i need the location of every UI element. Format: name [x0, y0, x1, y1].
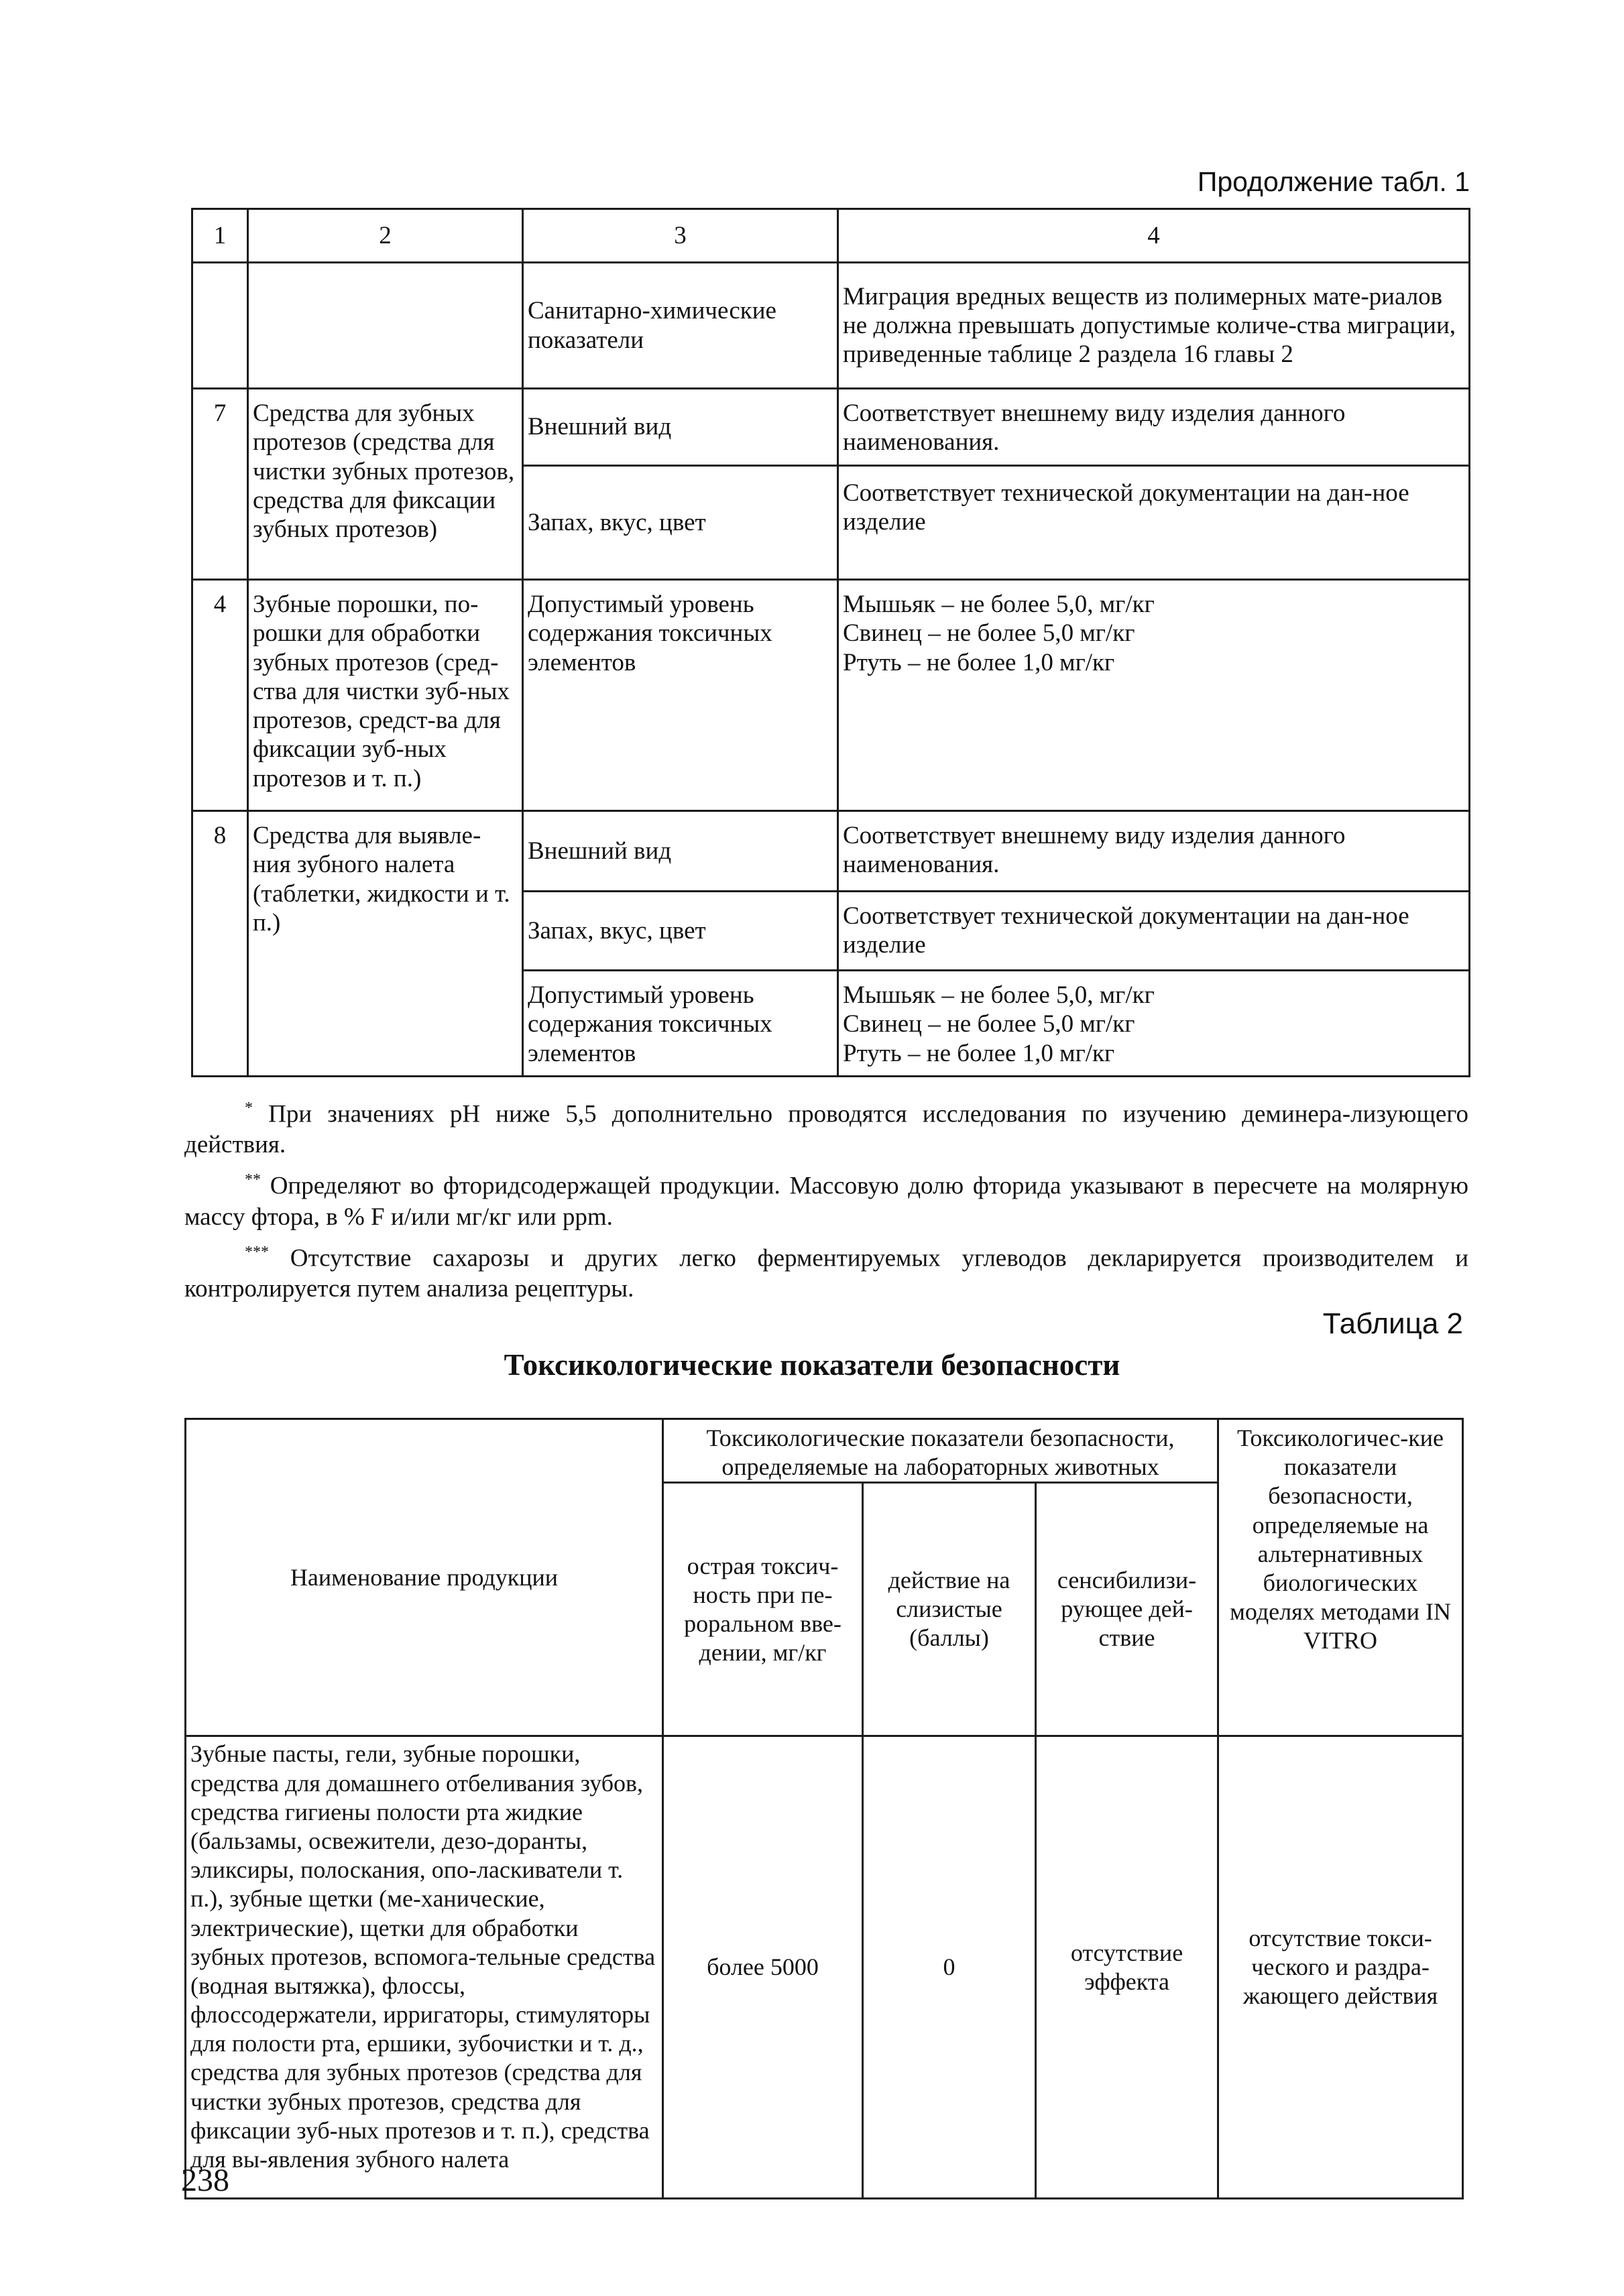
col-header-product: Наименование продукции	[186, 1419, 663, 1736]
requirement-cell	[838, 971, 1470, 1077]
table-2-header-row	[186, 1419, 1463, 1483]
col-header-1: 1	[192, 209, 248, 263]
requirement-cell: Соответствует внешнему виду изделия данного наименования.	[838, 811, 1470, 892]
col-header-acute-toxicity: острая токсич-ность при пе-роральном вве-дении, мг/кг	[663, 1483, 863, 1736]
indicator-cell: Внешний вид	[523, 811, 838, 892]
acute-toxicity-cell: более 5000	[663, 1736, 863, 2199]
footnote: *** Отсутствие сахарозы и других легко ферментируемых углеводов декларируется производителем и контролируется путем анализа рецептуры.	[184, 1243, 1468, 1303]
table-2	[184, 1418, 1464, 2199]
col-header-sensitization: сенсибилизи-рующее дей-ствие	[1036, 1483, 1218, 1736]
col-header-2: 2	[248, 209, 523, 263]
footnote: * При значениях pH ниже 5,5 дополнительно проводятся исследования по изучению деминера-лизующего действия.	[184, 1099, 1469, 1159]
table-row	[192, 263, 1470, 389]
col-header-4: 4	[838, 209, 1470, 263]
mucosa-effect-cell: 0	[863, 1736, 1036, 2199]
requirement-line: Ртуть – не более 1,0 мг/кг	[843, 648, 1115, 676]
row-number: 7	[192, 389, 248, 580]
row-number: 8	[192, 811, 248, 1077]
table-2-label: Таблица 2	[1322, 1307, 1463, 1340]
indicator-cell: Запах, вкус, цвет	[523, 466, 838, 580]
row-number: 4	[192, 580, 248, 811]
requirement-line: Свинец – не более 5,0 мг/кг	[843, 619, 1135, 648]
requirement-cell: Миграция вредных веществ из полимерных мате-риалов не должна превышать допустимые количе-ства миграции, приведенные таблице 2 раздела 16 главы 2	[838, 263, 1470, 389]
requirement-cell: Соответствует технической документации на дан-ное изделие	[838, 466, 1470, 580]
col-header-group: Токсикологические показатели безопасности, определяемые на лабораторных животных	[663, 1419, 1218, 1483]
indicator-cell: Допустимый уровень содержания токсичных элементов	[523, 580, 838, 811]
in-vitro-cell: отсутствие токси-ческого и раздра-жающего действия	[1218, 1736, 1463, 2199]
indicator-cell: Допустимый уровень содержания токсичных элементов	[523, 971, 838, 1077]
footnotes	[184, 1093, 1468, 1305]
indicator-cell: Внешний вид	[523, 389, 838, 466]
requirement-line: Мышьяк – не более 5,0, мг/кг	[843, 591, 1155, 618]
requirement-line: Мышьяк – не более 5,0, мг/кг	[843, 981, 1155, 1009]
page-number: 238	[181, 2163, 229, 2198]
footnote-mark: *	[245, 1099, 253, 1117]
indicator-cell: Запах, вкус, цвет	[523, 892, 838, 971]
requirement-cell: Соответствует внешнему виду изделия данного наименования.	[838, 389, 1470, 466]
table-row	[192, 811, 1470, 892]
footnote-mark: ***	[245, 1243, 269, 1261]
product-cell: Средства для выявле-ния зубного налета (таблетки, жидкости и т. п.)	[248, 811, 523, 1077]
table-2-title: Токсикологические показатели безопасности	[504, 1348, 1120, 1382]
requirement-line: Ртуть – не более 1,0 мг/кг	[843, 1039, 1115, 1067]
table-1-header-row	[192, 209, 1470, 263]
col-header-in-vitro: Токсикологичес-кие показатели безопасности, определяемые на альтернативных биологических моделях методами IN VITRO	[1218, 1419, 1463, 1736]
requirement-cell	[838, 580, 1470, 811]
product-cell: Средства для зубных протезов (средства для чистки зубных протезов, средства для фиксации зубных протезов)	[248, 389, 523, 580]
product-cell: Зубные пасты, гели, зубные порошки, средства для домашнего отбеливания зубов, средства гигиены полости рта жидкие (бальзамы, освежители, дезо-доранты, эликсиры, полоскания, опо-ласкиватели т. п.), зубные щетки (ме-ханические, электрические), щетки для обработки зубных протезов, вспомога-тельные средства (водная вытяжка), флоссы, флоссодержатели, ирригаторы, стимуляторы для полости рта, ершики, зубочистки и т. д., средства для зубных протезов (средства для чистки зубных протезов, средства для фиксации зуб-ных протезов и т. п.), средства для вы-явления зубного налета	[186, 1736, 663, 2199]
col-header-3: 3	[523, 209, 838, 263]
footnote-mark: **	[245, 1171, 261, 1189]
table-row	[186, 1736, 1463, 2199]
col-header-mucosa-effect: действие на слизистые (баллы)	[863, 1483, 1036, 1736]
product-cell: Зубные порошки, по-рошки для обработки зубных протезов (сред-ства для чистки зуб-ных протезов, средст-ва для фиксации зуб-ных протезов и т. п.)	[248, 580, 523, 811]
indicator-cell: Санитарно-химические показатели	[523, 263, 838, 389]
footnote: ** Определяют во фторидсодержащей продукции. Массовую долю фторида указывают в пересчете на молярную массу фтора, в % F и/или мг/кг или ppm.	[184, 1171, 1468, 1231]
table-row	[192, 580, 1470, 811]
sensitization-cell: отсутствие эффекта	[1036, 1736, 1218, 2199]
requirement-cell: Соответствует технической документации на дан-ное изделие	[838, 892, 1470, 971]
requirement-line: Свинец – не более 5,0 мг/кг	[843, 1010, 1135, 1038]
table-1	[191, 208, 1470, 1077]
table-row	[192, 389, 1470, 466]
continuation-label: Продолжение табл. 1	[1197, 166, 1470, 197]
